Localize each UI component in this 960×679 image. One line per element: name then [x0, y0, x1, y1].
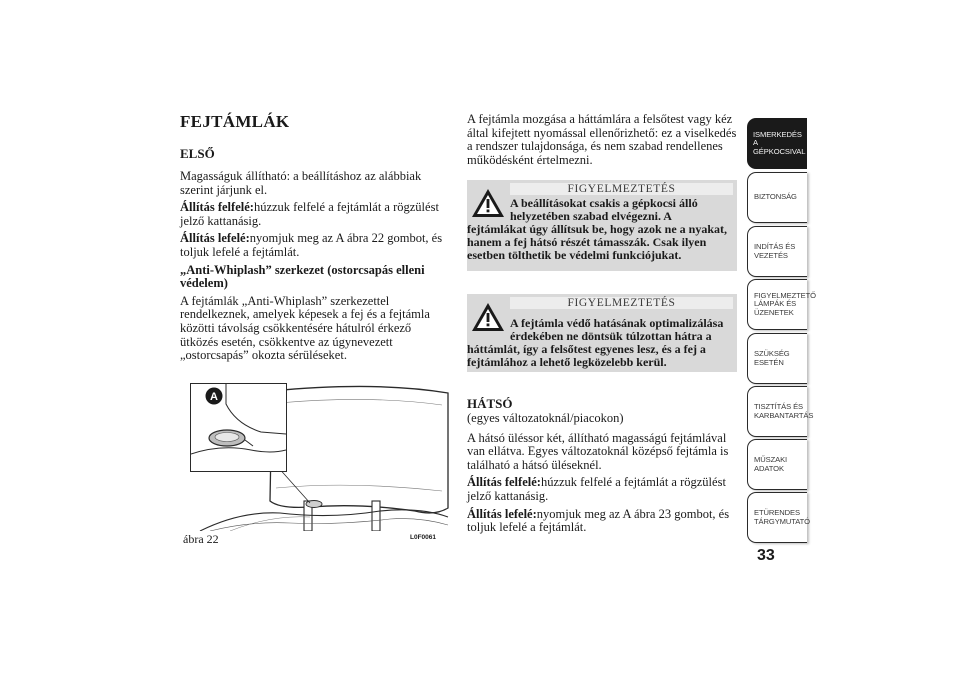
- subsection-title: HÁTSÓ: [467, 396, 513, 411]
- tab-label: KARBANTARTÁS: [754, 410, 814, 420]
- paragraph: Magasságuk állítható: a beállításhoz az alábbiak szerint járjunk el.: [180, 169, 422, 197]
- bold-label: Állítás lefelé:: [467, 506, 537, 521]
- warning-heading: FIGYELMEZTETÉS: [510, 183, 733, 195]
- tab-technical-data[interactable]: [747, 439, 807, 490]
- callout-letter: A: [210, 391, 218, 403]
- warning-text: háttámlát, így a felsőtest egyenes lesz, és a fej a fejtámlához a lehető legközelebb kerül.: [467, 342, 706, 369]
- paragraph: A hátsó üléssor két, állítható magasságú fejtámlával van ellátva. Egyes változatoknál középső fejtámla is található a hátsó üléseknél.: [467, 430, 729, 472]
- warning-line: érdekében ne döntsük túlzottan hátra a: [510, 329, 712, 343]
- subtitle-note: (egyes változatoknál/piacokon): [467, 411, 624, 425]
- tab-label: FIGYELMEZTETŐ: [754, 290, 816, 300]
- tab-warning-lights[interactable]: [747, 279, 816, 330]
- tab-index[interactable]: [747, 492, 810, 543]
- bold-label: Állítás felfelé:: [180, 200, 254, 215]
- paragraph: A fejtámlák „Anti-Whiplash” szerkezettel rendelkeznek, amelyek képesek a fej és a fejtámla közötti távolság csökkentésére hátulról érkező ütközés esetén, csökkentve az úgynevezett „ostorcsapás” okozta sérüléseket.: [180, 293, 430, 363]
- tab-label: SZÜKSÉG ESETÉN: [754, 349, 790, 367]
- tab-safety[interactable]: [747, 172, 807, 223]
- figure-code: L0F0061: [410, 534, 437, 541]
- paragraph: Állítás felfelé:húzzuk felfelé a fejtámlát a rögzülést jelző kattanásig.: [180, 200, 439, 228]
- rear-headrest-section: [467, 396, 742, 539]
- tab-starting-driving[interactable]: [747, 226, 807, 277]
- tab-label: ISMERKEDÉS A: [753, 129, 802, 148]
- figure-headrest: [180, 383, 450, 546]
- bold-heading: „Anti-Whiplash” szerkezet (ostorcsapás elleni védelem): [180, 262, 425, 291]
- warning-box: [467, 294, 737, 372]
- tab-label: ÜZENETEK: [754, 307, 794, 317]
- tab-label: VEZETÉS: [754, 250, 788, 260]
- tab-label: TÁRGYMUTATÓ: [754, 516, 810, 526]
- paragraph: A fejtámla mozgása a háttámlára a felsőtest vagy kéz által kifejtett nyomással ellenőrizhető: ez a viselkedés a rendszer tulajdonsága, és nem szabad rendellenes működésként értelmezni.: [467, 112, 737, 167]
- left-column: [180, 112, 452, 367]
- tab-label: LÁMPÁK ÉS: [754, 299, 797, 309]
- warning-triangle-icon: [471, 187, 505, 219]
- tab-label: INDÍTÁS ÉS: [754, 242, 796, 252]
- callout-label: [205, 387, 225, 407]
- page-number: 33: [757, 547, 775, 564]
- tab-emergency[interactable]: [747, 333, 807, 384]
- tab-label: GÉPKOCSIVAL: [753, 146, 806, 156]
- bold-label: Állítás lefelé:: [180, 231, 250, 246]
- paragraph: Állítás lefelé:nyomjuk meg az A ábra 23 gombot, és toljuk lefelé a fejtámlát.: [467, 506, 730, 535]
- warning-triangle-icon: [471, 301, 505, 333]
- tab-maintenance[interactable]: [747, 386, 814, 437]
- right-column-intro: [467, 113, 737, 167]
- warning-text: fejtámlákat úgy állítsuk be, hogy azok ne a nyakat, hanem a fej hátsó részét támasszák. Csak ilyen esetben tölthetik be védelmi funkciójukat.: [467, 222, 728, 262]
- warning-line: A beállításokat csakis a gépkocsi álló: [510, 196, 698, 210]
- tab-label: BIZTONSÁG: [754, 192, 797, 202]
- warning-heading: FIGYELMEZTETÉS: [510, 297, 733, 309]
- tab-getting-to-know[interactable]: [747, 118, 807, 169]
- section-title: FEJTÁMLÁK: [180, 112, 290, 131]
- warning-line: helyzetében szabad elvégezni. A: [510, 209, 672, 223]
- paragraph: Állítás lefelé:nyomjuk meg az A ábra 22 gombot, és toljuk lefelé a fejtámlát.: [180, 231, 443, 259]
- subsection-title: ELSŐ: [180, 146, 215, 161]
- tab-label: MŰSZAKI ADATOK: [754, 455, 788, 473]
- tab-label: TISZTÍTÁS ÉS: [754, 402, 804, 412]
- figure-caption: ábra 22: [183, 532, 219, 546]
- warning-box: [467, 180, 737, 271]
- warning-line: A fejtámla védő hatásának optimalizálása: [510, 316, 724, 330]
- tab-label: ETÜRENDES: [754, 508, 800, 518]
- bold-label: Állítás felfelé:: [467, 475, 541, 490]
- paragraph: Állítás felfelé:húzzuk felfelé a fejtámlát a rögzülést jelző kattanásig.: [467, 475, 726, 503]
